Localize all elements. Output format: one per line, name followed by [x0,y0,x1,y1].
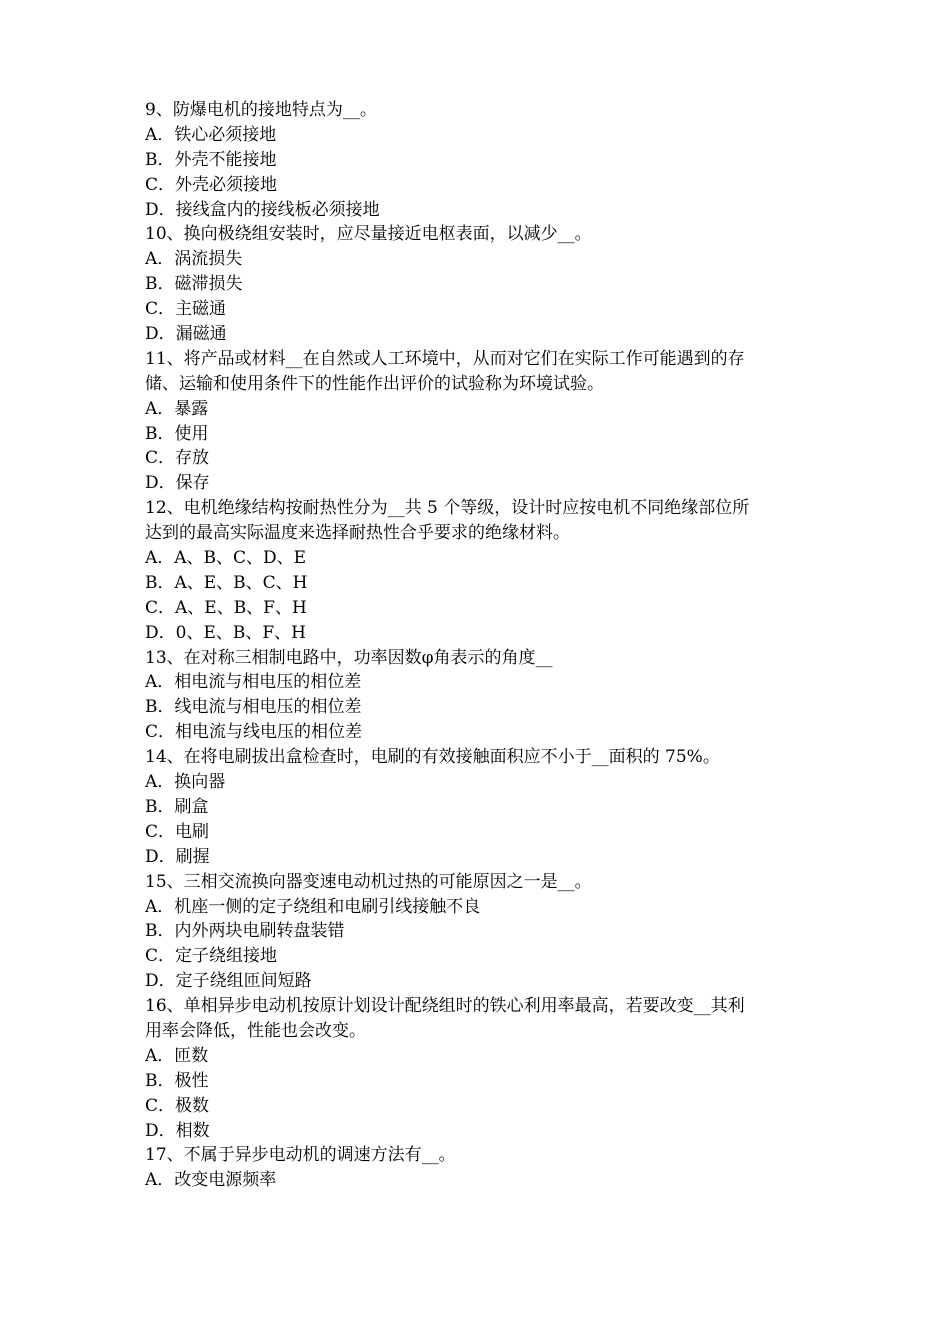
option-d: D．相数 [145,1120,210,1141]
option-b: B．使用 [145,423,209,444]
option-d: D．接线盒内的接线板必须接地 [145,199,380,220]
option-c: C．主磁通 [145,299,227,320]
option-b: B．内外两块电刷转盘装错 [145,921,345,942]
question-17 [145,1143,825,1193]
option-b: B．极性 [145,1070,209,1091]
question-9 [145,98,825,222]
question-text-continued: 达到的最高实际温度来选择耐热性合乎要求的绝缘材料。 [145,523,570,544]
option-d: D．保存 [145,473,210,494]
question-text-continued: 储、运输和使用条件下的性能作出评价的试验称为环境试验。 [145,373,604,394]
option-c: C．相电流与线电压的相位差 [145,722,363,743]
option-c: C．电刷 [145,821,210,842]
option-a: A．匝数 [145,1045,209,1066]
option-c: C．A、E、B、F、H [145,597,307,618]
question-10 [145,222,825,346]
option-d: D．0、E、B、F、H [145,622,306,643]
option-b: B．A、E、B、C、H [145,572,308,593]
question-15 [145,870,825,994]
question-13 [145,646,825,746]
option-a: A．暴露 [145,398,209,419]
option-a: A．相电流与相电压的相位差 [145,672,362,693]
option-a: A．换向器 [145,772,226,793]
document-page [145,98,825,1193]
option-c: C．定子绕组接地 [145,946,278,967]
option-d: D．漏磁通 [145,324,227,345]
question-16 [145,994,825,1143]
question-text: 9、防爆电机的接地特点为__。 [145,100,377,120]
option-d: D．定子绕组匝间短路 [145,971,312,992]
option-b: B．线电流与相电压的相位差 [145,697,362,718]
option-c: C．极数 [145,1095,210,1116]
question-text: 10、换向极绕组安装时，应尽量接近电枢表面，以减少__。 [145,224,592,245]
option-b: B．刷盒 [145,796,209,817]
option-a: A．机座一侧的定子绕组和电刷引线接触不良 [145,896,481,917]
question-text: 17、不属于异步电动机的调速方法有__。 [145,1145,456,1166]
option-a: A．改变电源频率 [145,1170,277,1191]
option-c: C．存放 [145,448,210,469]
question-text: 14、在将电刷拔出盒检查时，电刷的有效接触面积应不小于__面积的 75%。 [145,747,720,768]
question-12 [145,496,825,645]
option-a: A．A、B、C、D、E [145,548,307,569]
option-c: C．外壳必须接地 [145,174,278,195]
question-text: 13、在对称三相制电路中，功率因数φ角表示的角度__ [145,647,553,668]
question-text: 16、单相异步电动机按原计划设计配绕组时的铁心利用率最高，若要改变__其利 [145,996,745,1017]
question-14 [145,745,825,869]
question-11 [145,347,825,496]
option-d: D．刷握 [145,846,210,867]
option-a: A．涡流损失 [145,249,243,270]
question-text: 15、三相交流换向器变速电动机过热的可能原因之一是__。 [145,871,592,892]
option-b: B．外壳不能接地 [145,149,277,170]
option-b: B．磁滞损失 [145,274,243,295]
question-text: 11、将产品或材料__在自然或人工环境中，从而对它们在实际工作可能遇到的存 [145,348,745,369]
question-text-continued: 用率会降低，性能也会改变。 [145,1020,366,1041]
question-text: 12、电机绝缘结构按耐热性分为__共 5 个等级，设计时应按电机不同绝缘部位所 [145,498,750,519]
option-a: A．铁心必须接地 [145,124,277,145]
